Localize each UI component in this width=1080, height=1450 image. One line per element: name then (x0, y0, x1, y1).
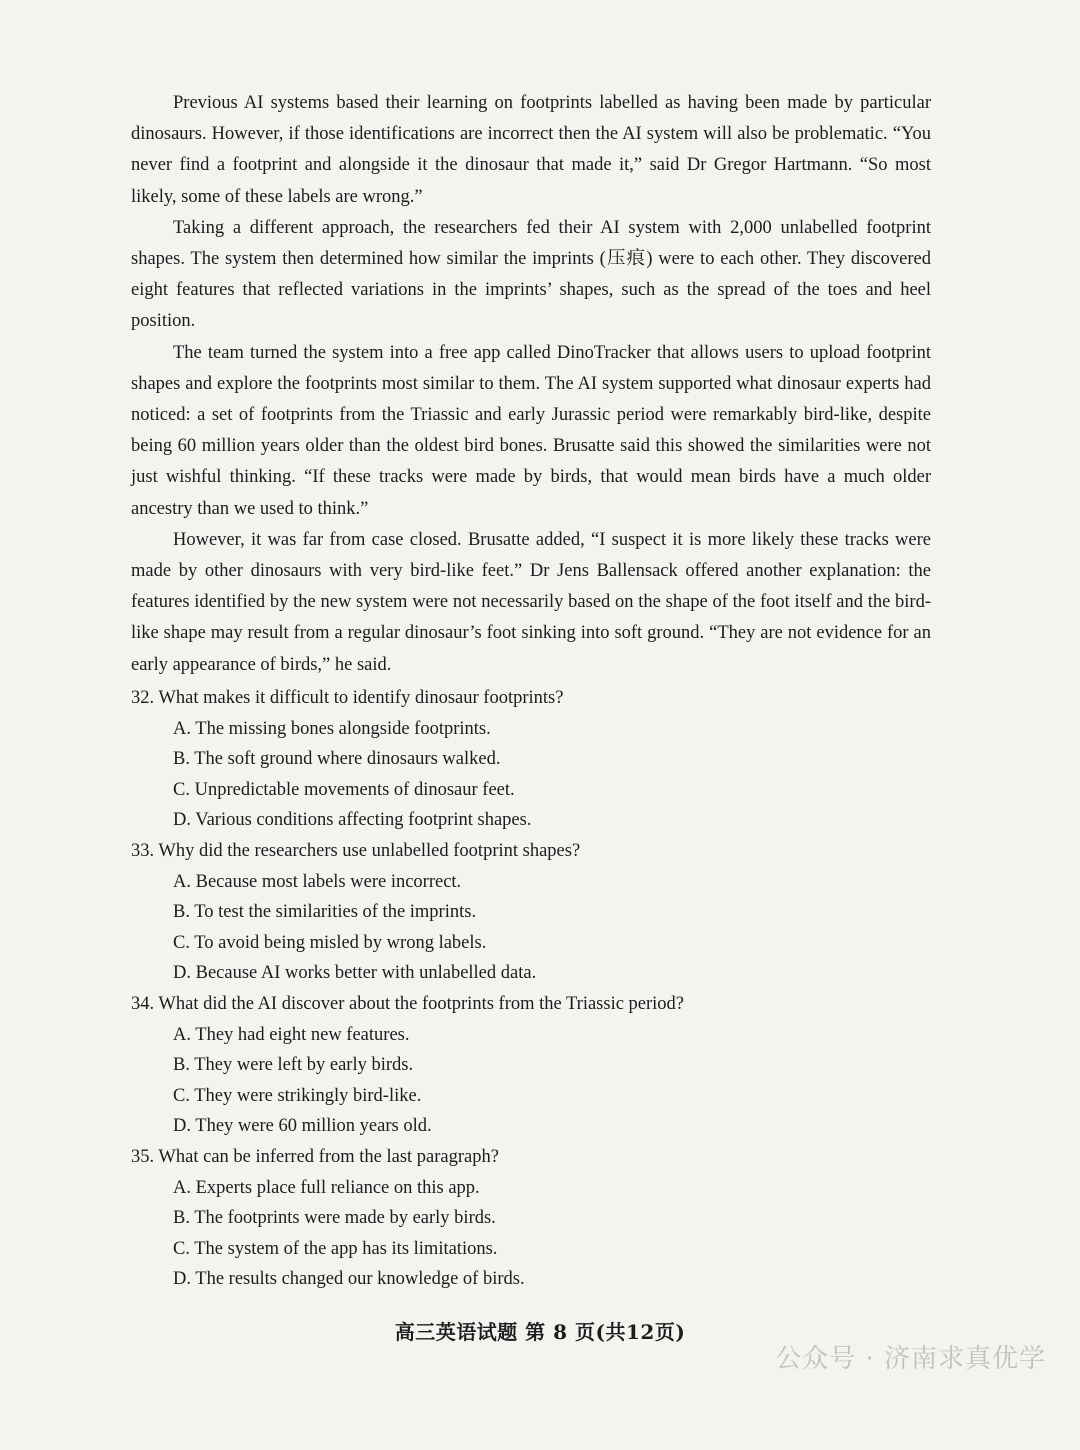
question-stem: 35. What can be inferred from the last paragraph? (131, 1146, 499, 1167)
option-a: A. They had eight new features. (173, 1024, 410, 1045)
option-c: C. Unpredictable movements of dinosaur feet. (173, 779, 515, 800)
passage-paragraph: However, it was far from case closed. Brusatte added, “I suspect it is more likely these tracks were made by other dinosaurs with very bird-like feet.” Dr Jens Ballensack offered another explanation: the features identified by the new system were not necessarily based on the shape of the foot itself and the bird-like shape may result from a regular dinosaur’s foot sinking into soft ground. “They are not evidence for an early appearance of birds,” he said. (131, 529, 931, 675)
option-a: A. Because most labels were incorrect. (173, 871, 462, 892)
option-d: D. Various conditions affecting footprint shapes. (173, 810, 532, 831)
question-33 (131, 836, 931, 989)
watermark: 公众号 · 济南求真优学 (775, 1344, 1046, 1374)
reading-passage (131, 88, 931, 681)
question-list (131, 683, 931, 1295)
option-c: C. They were strikingly bird-like. (173, 1085, 422, 1106)
passage-paragraph: The team turned the system into a free app called DinoTracker that allows users to upload footprint shapes and explore the footprints most similar to them. The AI system supported what dinosaur experts had noticed: a set of footprints from the Triassic and early Jurassic period were remarkably bird-like, despite being 60 million years older than the oldest bird bones. Brusatte said this showed the similarities were not just wishful thinking. “If these tracks were made by birds, that would mean birds have a much older ancestry than we used to think.” (131, 342, 931, 519)
page-footer: 高三英语试题 第 8 页(共12页) (394, 1320, 686, 1344)
option-b: B. They were left by early birds. (173, 1055, 414, 1076)
option-c: C. To avoid being misled by wrong labels. (173, 932, 487, 953)
option-d: D. Because AI works better with unlabelled data. (173, 963, 537, 984)
option-b: B. To test the similarities of the imprints. (173, 902, 477, 923)
question-stem: 34. What did the AI discover about the footprints from the Triassic period? (131, 993, 685, 1014)
question-34 (131, 989, 931, 1142)
option-d: D. The results changed our knowledge of birds. (173, 1269, 525, 1290)
option-a: A. The missing bones alongside footprints. (173, 718, 491, 739)
option-a: A. Experts place full reliance on this app. (173, 1177, 480, 1198)
question-35 (131, 1142, 931, 1295)
option-d: D. They were 60 million years old. (173, 1116, 432, 1137)
passage-paragraph: Taking a different approach, the researchers fed their AI system with 2,000 unlabelled footprint shapes. The system then determined how similar the imprints (压痕) were to each other. They discovered eight features that reflected variations in the imprints’ shapes, such as the spread of the toes and heel position. (131, 217, 931, 332)
question-32 (131, 683, 931, 836)
option-c: C. The system of the app has its limitations. (173, 1238, 498, 1259)
option-b: B. The footprints were made by early birds. (173, 1208, 496, 1229)
question-stem: 32. What makes it difficult to identify dinosaur footprints? (131, 688, 564, 708)
option-b: B. The soft ground where dinosaurs walked. (173, 749, 501, 770)
passage-paragraph: Previous AI systems based their learning on footprints labelled as having been made by particular dinosaurs. However, if those identifications are incorrect then the AI system will also be problematic. “You never find a footprint and alongside it the dinosaur that made it,” said Dr Gregor Hartmann. “So most likely, some of these labels are wrong.” (131, 93, 931, 207)
question-stem: 33. Why did the researchers use unlabelled footprint shapes? (131, 840, 581, 861)
